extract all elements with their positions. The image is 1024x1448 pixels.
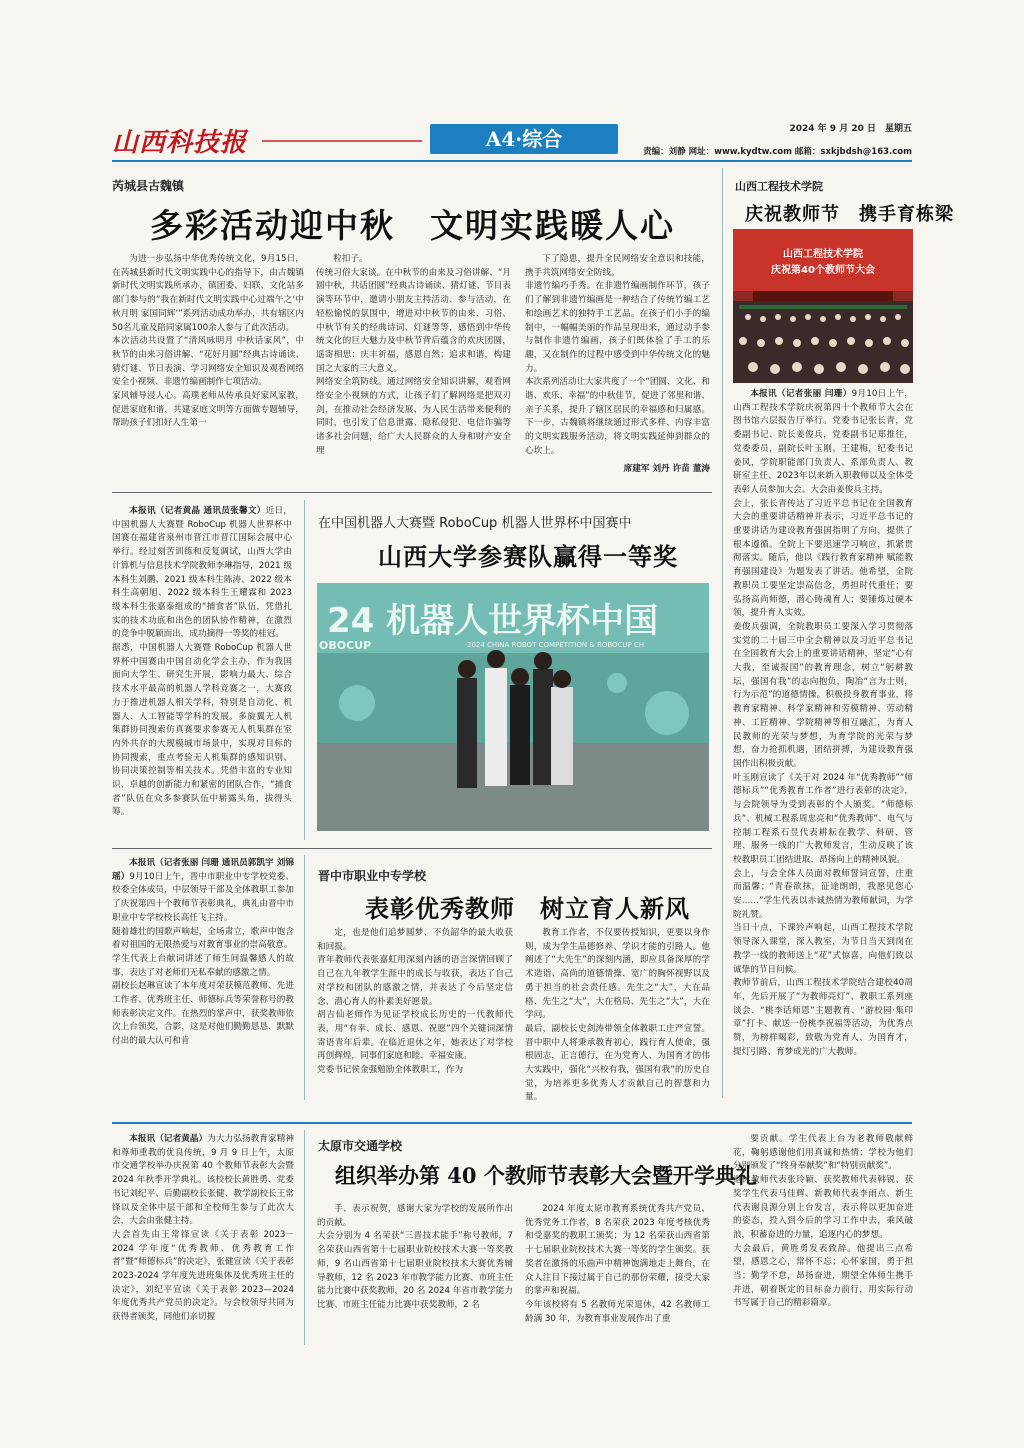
article1-kicker: 芮城县古魏镇 <box>112 179 185 193</box>
article3-text: 近日，中国机器人大赛暨 RoboCup 机器人世界杯中国赛在福建省泉州市晋江市晋江国际会展中心举行。经过刻苦训练和反复调试，山西大学由计算机与信息技术学院教师李琳指导，2021 级本科生刘鹏、2021 级本科生陈涛、2022 级本科生高朝旭、2022 级本科生王耀霖和 2023 级本科生张嘉泰组成的“捕食者”队伍，凭借扎实的技术功底和出色的团队协作精神，在激烈的竞争中脱颖而出，成功摘得一等奖的桂冠。 据悉，中国机器人大赛暨 RoboCup 机器人世界杯中国赛由中国自动化学会主办，作为我国面向大学生、研究生开展，影响力最大、综合技术水平最高的机器人学科竞赛之一，大赛致力于推进机器人相关学科，特别是自动化、机器人、人工智能等学科的发展。多旋翼无人机集群协同搜索仿真赛要求参赛无人机集群在室内外共存的大规模城市场景中，实现对目标的协同搜索，重点考验无人机集群的感知识别、协同决策控制等相关技术。凭借丰富的专业知识、卓越的创新能力和紧密的团队合作，“捕食者”队伍在众多参赛队伍中崭露头角，拔得头筹。 <box>112 506 292 818</box>
article5-column-1 <box>112 1133 294 1325</box>
article4-column-1 <box>112 857 294 1049</box>
editor-info: 责编：刘静 网址：www.kydtw.com 邮箱：sxkjbdsh@163.com <box>643 147 912 157</box>
newspaper-brand: 山西科技报 <box>112 128 248 158</box>
article5-title: 组织举办第 40 个教师节表彰大会暨开学典礼 <box>335 1163 757 1188</box>
article1-column-1: 为进一步弘扬中华优秀传统文化，9月15日，在芮城县新时代文明实践中心的指导下，由古魏镇新时代文明实践所承办，镇团委、妇联、文化站多部门参与的“我在新时代文明实践中心过端午之‘中秋月明 家国同辉’”系列活动成功举办，共有辖区内50名儿童及陪同家属100余人参与了此次活动。 本次活动共设置了“清风咏明月 中秋话家风”，中秋节的由来习俗讲解、“花好月圆”经典古诗诵读、猜灯谜、节日表演、学习网络安全知识及观看网络安全小视频、非遗竹编画制作七项活动。 家风辅导浸人心。高璞老师从传承良好家风家教，促进家庭和谐，共建家庭文明等方面做专题辅导，帮助孩子们扣好人生第一 <box>112 254 304 429</box>
masthead-swoosh <box>262 140 422 142</box>
article4-text-1: 9月10日上午，晋中市职业中专学校党委、校委全体成员，中层领导干部及全体教职工参加了庆祝第四十个教师节表彰典礼，典礼由晋中市职业中专学校校长高任飞主持。 随着雄壮的国歌声响起，全场肃立，歌声中饱含着对祖国的无限热爱与对教育事业的崇高敬意。 学生代表上台献词讲述了师生间温馨感人的故事，表达了对老师们无私奉献的感激之情。 副校长赵琳宣读了本年度对荣获模范教师、先进工作者、优秀班主任、师德标兵等荣誉称号的教师表彰决定文件。在热烈的掌声中，获奖教师依次上台领奖，合影，这是对他们勤勤恳恳、默默付出的最大认可和肯 <box>112 871 294 1047</box>
banner-robot-subtitle: 2024 CHINA ROBOT COMPETITION & ROBOCUP CH <box>467 641 645 649</box>
article1-column-3: 下了隐患，提升全民网络安全意识和技能，携手共筑网络安全防线。 非遗竹编巧手秀。在非遗竹编画制作环节，孩子们了解到非遗竹编画是一种结合了传统竹编工艺和绘画艺术的独特手工艺品。在孩子们小手的编制中，一幅幅美丽的作品呈现出来，通过动手参与制作非遗竹编画，孩子们既体验了手工的乐趣，又在制作的过程中感受到中华传统文化的魅力。 本次系列活动让大家共度了一个“团圆、文化、和谐、欢乐、幸福”的中秋佳节，促进了邻里和谐、亲子关系，提升了辖区居民的幸福感和归属感。下一步，古魏镇将继续通过形式多样、内容丰富的文明实践服务活动，将文明实践延伸到群众的心坎上。 <box>525 254 710 456</box>
column-divider <box>722 168 723 1098</box>
section-divider-3 <box>112 1122 912 1124</box>
article4-column-2: 定，也是他们追梦圆梦、不负韶华的最大收获和回报。 青年教师代表张嘉虹用深刻内涵的语言深情回顾了自己在九年教学生涯中的成长与收获，表达了自己对学校和团队的感激之情，并表达了今后坚定信念、潜心育人的朴素美好愿景。 胡吉仙老师作为见证学校成长历史的一代教师代表，用“有幸、成长、感恩、祝愿”四个关键词深情寄语青年后辈。在临近退休之年，她表达了对学校再创辉煌，同事们家庭和睦、幸福安康。 党委书记侯金强勉励全体教职工，作为 <box>317 928 513 1076</box>
article5-column-3: 2024 年度太原市教育系统优秀共产党员、优秀党务工作者，8 名荣获 2023 年度考核优秀和受嘉奖的教职工颁奖；为 12 名荣获山西省第十七届职业院校技术大赛一等奖的学生颁奖。获奖者在激扬的乐曲声中精神饱满地走上舞台，在众人注目下接过属于自己的那份荣耀，接受大家的掌声和祝福。 今年该校将有 5 名教师光荣退休，42 名教师工龄满 30 年，为教育事业发展作出了重 <box>525 1204 710 1324</box>
article5-column-4: 要贡献。学生代表上台为老教师敬献鲜花，鞠躬感谢他们用真诚和热情；学校为他们分别颁发了“终身奉献奖”和“特别贡献奖”。 退休教师代表张玲颖、获奖教师代表韩锐、获奖学生代表马佳辉、新教师代表李雨点、新生代表谢良源分别上台发言，表示将以更加奋进的姿态，投入到今后的学习工作中去，乘风破浪，积蓄奋进的力量，追逐内心的梦想。 大会最后，黄胜勇发表致辞。他提出三点希望，感恩之心，常怀不忘；心怀家国，勇于担当；勤学不怠，昂扬奋进，期望全体师生携手并进，朝着既定的目标奋力前行，用实际行动书写属于自己的精彩篇章。 <box>733 1134 913 1309</box>
article1-column-2: 粒扣子。 传统习俗大家谈。在中秋节的由来及习俗讲解、“月圆中秋，共话团圆”经典古诗诵读、猜灯谜、节目表演等环节中，邀请小朋友主持活动、参与活动，在轻松愉悦的氛围中，增进对中秋节的由来、习俗、中秋节有关的经典诗词、灯谜等等，感悟到中华传统文化的巨大魅力及中秋节背后蕴含的欢庆团圆，遥寄相思；庆丰祈福，感恩自然；追求和谐，构建国之大家的三大意义。 网络安全筑防线。通过网络安全知识讲解，观看网络安全小视频的方式，让孩子们了解网络是把双刃剑，在推动社会经济发展、为人民生活带来便利的同时，也引发了信息泄露、隐私侵犯、电信诈骗等诸多社会问题，给广大人民群众的人身和财产安全埋 <box>316 254 511 456</box>
article2-title: 庆祝教师节 携手育栋梁 <box>745 204 954 225</box>
page-section-label: A4·综合 <box>430 124 618 154</box>
article3-body <box>112 505 292 820</box>
banner-robot-title: 24 机器人世界杯中国 <box>327 601 659 641</box>
article5-text-1: 为大力弘扬教育家精神和尊师重教的优良传统，9 月 9 日上午，太原市交通学校举办庆祝第 40 个教师节表彰大会暨 2024 年秋季开学典礼。该校校长黄胜勇、党委书记刘纪平、后勤副校长张健、教学副校长王常锋以及全体中层干部和全校师生参与了此次大会，大会由张健主持。 大会首先由王常锋宣读《关于表彰 2023－2024 学年度“优秀教师、优秀教育工作者”暨“师德标兵”的决定》，张健宣读《关于表彰 2023-2024 学年度先进班集体及优秀班主任的决定》，刘纪平宣读《关于表彰 2023—2024 年度优秀共产党员的决定》。与会校领导共同为获得者颁奖，同他们亲切握 <box>112 1134 294 1323</box>
article2-kicker: 山西工程技术学院 <box>735 180 823 193</box>
article2-text: 9月10日上午，山西工程技术学院庆祝第四十个教师节大会在图书馆六层报告厅举行。党委书记张长青，党委副书记、院长姜俊兵，党委副书记郑推往，党委委员，副院长叶玉刚、王建梅，纪委书记姜风，学院职能部门负责人、系部负责人、教研室主任、2023年以来新入职教师以及全体受表彰人员参加大会。大会由姜俊兵主持。 会上，张长青传达了习近平总书记在全国教育大会的重要讲话精神并表示，习近平总书记的重要讲话为建设教育强国指明了方向，提供了根本遵循。全院上下要迅速学习响应，抓紧贯彻落实。随后，他以《践行教育家精神 赋能教育强国建设》为题发表了讲话。他希望，全院教职员工要坚定崇高信念，勇担时代重任；要弘扬高尚师德，潜心铸魂育人；要锤炼过硬本领，提升育人实效。 姜俊兵强调，全院教职员工要深入学习贯彻落实党的二十届三中全会精神以及习近平总书记在全国教育大会上的重要讲话精神，坚定“心有大我，至诚报国”的教育理念，树立“躬耕教坛，强国有我”的志向抱负，陶冶“言为士则，行为示范”的道德情操。积极投身教育事业，将教育家精神、科学家精神和劳模精神、劳动精神、工匠精神、学院精神等相互融汇，为育人民教师的光荣与梦想，为育学院的光荣与梦想，奋力抢抓机遇，团结拼搏，为建设教育强国作出积极贡献。 叶玉刚宣读了《关于对 2024 年“优秀教师”“师德标兵”“优秀教育工作者”进行表彰的决定》，与会院领导为受到表彰的个人颁奖。“师德标兵”、机械工程系周忠亮和“优秀教师”、电气与控制工程系石昱代表耕耘在教学、科研、管理、服务一线的广大教师发言，生动反映了该校教职员工团结进取、昂扬向上的精神风貌。 会上，与会全体人员面对教师誓词宣誓，庄重而温馨；“青春欲抹，征途朗朗，我愿见您心安……”学生代表以赤诚热情为教师献词，为学院礼赞。 当日十点，下课铃声响起，山西工程技术学院领导深入课堂，深入教室，为节日当天到岗在教学一线的教师送上“花”式惊喜，向他们致以诚挚的节日问候。 教师节前后，山西工程技术学院结合建校40周年，先后开展了“为教师亮灯”、教职工系列座谈会、“桃李话师恩”主题教育、“游校园·集印章”打卡、献送一份桃李祝福等活动，为优秀点赞，为榜样喝彩，致敬为党育人、为国育才，提灯引路、育梦成光的广大教师。 <box>733 389 913 1057</box>
section-divider-2 <box>112 848 712 849</box>
article5-byline: 本报讯（记者黄晶） <box>129 1134 208 1144</box>
article3-kicker: 在中国机器人大赛暨 RoboCup 机器人世界杯中国赛中 <box>318 516 632 531</box>
article2-body <box>733 388 913 1059</box>
article4-title: 表彰优秀教师 树立育人新风 <box>365 894 690 923</box>
article2-byline: 本报讯（记者张丽 闫珊） <box>750 389 852 399</box>
masthead-rule <box>112 160 912 162</box>
banner-text-1: 山西工程技术学院 <box>783 249 863 260</box>
banner-robot-left: OBOCUP <box>319 639 372 652</box>
article2-photo <box>733 229 913 383</box>
article4-byline: 本报讯（记者张丽 闫珊 通讯员郭凯宇 刘锦瑶） <box>112 858 294 882</box>
article4-kicker: 晋中市职业中专学校 <box>318 869 427 883</box>
article3-title: 山西大学参赛队赢得一等奖 <box>378 542 678 571</box>
section-divider <box>112 492 712 493</box>
issue-date: 2024 年 9 月 20 日 星期五 <box>789 124 912 134</box>
banner-text-2: 庆祝第40个教师节大会 <box>771 265 875 276</box>
article3-byline: 本报讯（记者黄晶 通讯员张馨文） <box>129 506 266 516</box>
column-divider-3 <box>304 855 305 1100</box>
article1-title: 多彩活动迎中秋 文明实践暖人心 <box>150 206 675 245</box>
article5-kicker: 太原市交通学校 <box>318 1139 403 1153</box>
column-divider-2 <box>304 500 305 840</box>
article5-column-2: 手、表示祝贺，感谢大家为学校的发展所作出的贡献。 大会分别为 4 名荣获“三晋技术能手”称号教师，7 名荣获山西省第十七届职业院校技术大赛一等奖教师，9 名山西省第十七届职业院校技术大赛优秀辅导教师，12 名 2023 年市教学能力比赛、市班主任能力比赛中获奖教师，20 名 2024 年省市教学能力比赛、市班主任能力比赛中获奖教师，2 名 <box>317 1204 513 1310</box>
article4-column-3: 教育工作者，不仅要传授知识，更要以身作则，成为学生品德修养、学识才能的引路人。他阐述了“大先生”的深刻内涵，即应具备深厚的学术造诣、高尚的道德情操、宽广的胸怀视野以及勇于担当的社会责任感。先生之“大”，大在品格、先生之“大”，大在格局、先生之“大”，大在学问。 最后，副校长史剑涛带领全体教职工庄严宣誓。晋中职中人将秉承教育初心，践行育人使命，强根固志，正言德行，在为党育人、为国育才的伟大实践中，强化“兴校有我，强国有我”的历史自觉，为培养更多优秀人才贡献自己的智慧和力量。 <box>525 928 710 1103</box>
article1-credit: 席建军 刘丹 许苗 董涛 <box>623 464 710 474</box>
column-divider-4 <box>304 1130 305 1345</box>
article3-photo <box>317 583 709 831</box>
